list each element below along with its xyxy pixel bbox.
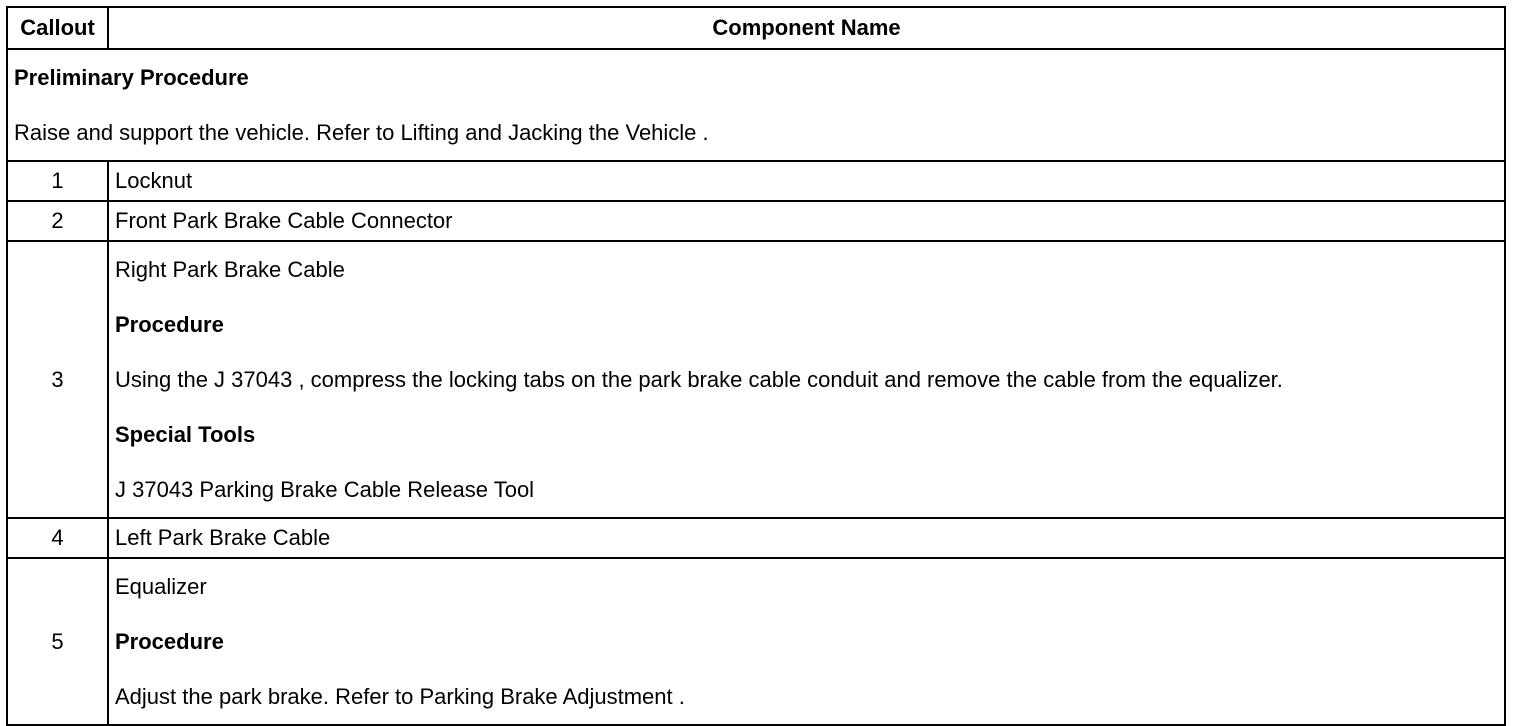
table-row <box>7 161 1505 201</box>
component-name: Front Park Brake Cable Connector <box>108 201 1505 241</box>
table-header-row <box>7 7 1505 49</box>
procedure-text: Using the J 37043 , compress the locking tabs on the park brake cable conduit and remove the cable from the equalizer. <box>115 367 1283 392</box>
component-table <box>6 6 1506 726</box>
table-row <box>7 518 1505 558</box>
component-name: Left Park Brake Cable <box>108 518 1505 558</box>
procedure-heading: Procedure <box>115 629 224 654</box>
preliminary-procedure-cell <box>7 49 1505 161</box>
special-tools-text: J 37043 Parking Brake Cable Release Tool <box>115 477 535 502</box>
procedure-text: Adjust the park brake. Refer to Parking Brake Adjustment . <box>115 684 685 709</box>
table-row <box>7 241 1505 518</box>
component-detail-cell <box>108 241 1505 518</box>
callout-number: 2 <box>7 201 108 241</box>
component-name: Locknut <box>108 161 1505 201</box>
preliminary-procedure-row <box>7 49 1505 161</box>
callout-number: 1 <box>7 161 108 201</box>
table-row <box>7 558 1505 725</box>
procedure-heading: Procedure <box>115 312 224 337</box>
preliminary-procedure-text: Raise and support the vehicle. Refer to Lifting and Jacking the Vehicle . <box>14 120 709 145</box>
component-name: Right Park Brake Cable <box>115 257 345 282</box>
component-name: Equalizer <box>115 574 207 599</box>
preliminary-procedure-heading: Preliminary Procedure <box>14 65 249 90</box>
callout-number: 3 <box>7 241 108 518</box>
callout-number: 4 <box>7 518 108 558</box>
component-detail-cell <box>108 558 1505 725</box>
special-tools-heading: Special Tools <box>115 422 256 447</box>
callout-number: 5 <box>7 558 108 725</box>
component-name-column-header: Component Name <box>108 7 1505 49</box>
table-row <box>7 201 1505 241</box>
callout-column-header: Callout <box>7 7 108 49</box>
